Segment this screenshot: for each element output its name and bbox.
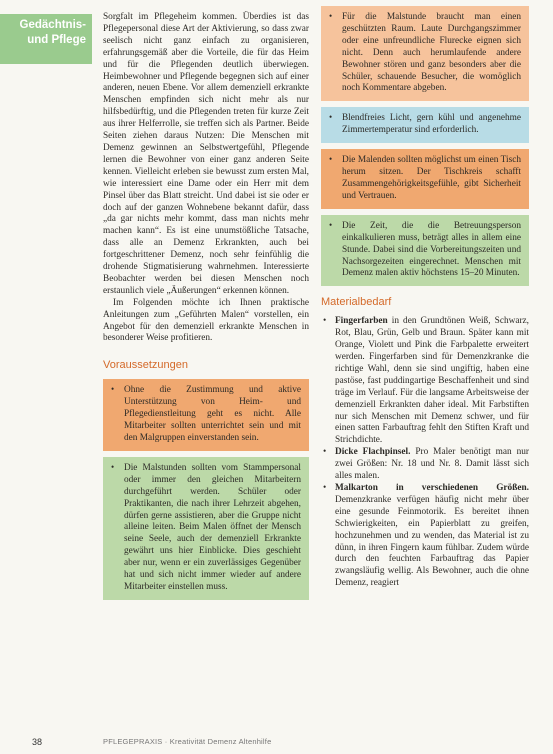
material-item-3: • Malkarton in verschiedenen Größen. Demenzkranke verfügen häufig nicht mehr über eine gesunde Feinmotorik. Es bereitet ihnen Schwierigkeiten, ein Papierblatt zu greifen, hochzunehmen und zu wenden, das Material ist zu dünn, in ihren Fingern kaum fühlbar. Zudem würde durch den feuchten Farbauftrag das Papier zwangsläufig wellig. Als Bewohner, auch die ohne Demenz, reagiert [323,483,529,589]
heading-materialbedarf: Materialbedarf [321,296,392,309]
bullet-icon: • [323,447,327,458]
section-tab-line2: und Pflege [27,34,86,46]
requirement-box-5: • Die Malenden sollten möglichst um einen Tisch herum sitzen. Der Tischkreis schafft Zusammengehörigkeitsgefühle, gibt Sicherheit und Vertrauen. [321,149,529,209]
requirement-box-6: • Die Zeit, die die Betreuungsperson einkalkulieren muss, beträgt alles in allem eine Stunde. Dabei sind die Vorbereitungszeiten und Nachsorgezeiten eingerechnet. Menschen mit Demenz malen aktiv höchstens 15–20 Minuten. [321,215,529,287]
page-number: 38 [32,737,43,747]
intro-paragraph: Sorgfalt im Pflegeheim kommen. Überdies ist das Pflegepersonal diese Art der Aktivierung, so dass zwar seelisch nicht ganz einfach zu organisieren, erfahrungsgemäß aber die Vorteile, die für das Heim und für die Pflegenden deutlich überwiegen. Heimbewohner und Pflegende begegnen sich auf einer anderen, neuen Ebene. Vor allem demenziell erkrankte Menschen empfinden sich nicht mehr als nur hilfsbedürftig, und die Pflegenden treten für kurze Zeit aus ihrer Helferrolle, sie treffen sich als Partner. Beide Seiten ziehen daraus Nutzen: Die Menschen mit Demenz gewinnen an Selbstwertgefühl, Pflegende lernen die Bewohner von einer ganz anderen Seite kennen. Vielleicht erleben sie bewusst zum ersten Mal, wie interessiert eine Dame oder ein Herr mit dem Pinsel über das Blatt streicht. Und dabei ist sie oder er doch auf der ganzen Wohnebene bekannt dafür, dass „da gar nichts mehr kommt, dass man nichts mehr machen kann“. Es ist eine unumstößliche Tatsache, dass alle an Demenz Erkrankten, auch bei fortgeschrittener Demenz, noch sehr feinfühlig die drohende Stigmatisierung wahrnehmen. Interessierte Beobachter werden bei diesen Menschen noch erstaunlich viele „Äußerungen“ erkennen können. Im Folgenden möchte ich Ihnen praktische Anleitungen zum „Geführten Malen“ vorstellen, ein Angebot für den demenziell erkrankte Menschen in besonderer Weise profitieren. [103,12,309,344]
left-column [103,12,309,600]
bullet-icon: • [111,384,115,395]
requirement-box-3: • Für die Malstunde braucht man einen geschützten Raum. Laute Durchgangszimmer oder eine unfreundliche Flurecke eignen sich nicht. Denn auch herumlaufende andere Bewohner stören und ganz besonders aber die Schüler, schauende Besucher, die womöglich noch Kommentare abgeben. [321,6,529,101]
heading-voraussetzungen: Voraussetzungen [103,359,189,372]
section-tab-line1: Gedächtnis- [19,19,86,31]
bullet-icon: • [329,112,333,123]
requirement-box-4: • Blendfreies Licht, gern kühl und angenehme Zimmertemperatur sind erforderlich. [321,107,529,143]
bullet-icon: • [111,461,115,472]
bullet-icon: • [329,154,333,165]
bullet-icon: • [329,219,333,230]
right-column [321,6,529,590]
section-tab [0,14,92,64]
material-item-2: • Dicke Flachpinsel. Pro Maler benötigt man nur zwei Größen: Nr. 18 und Nr. 8. Damit lässt sich alles malen. [323,447,529,482]
bullet-icon: • [323,483,327,493]
publication-name: PFLEGEPRAXIS · Kreativität Demenz Altenhilfe [103,737,272,746]
requirement-box-1: • Ohne die Zustimmung und aktive Unterstützung von Heim- und Pflegedienstleitung geht es nicht. Alle Mitarbeiter sollten unterrichtet sein und mit den Malgruppen einverstanden sein. [103,379,309,451]
bullet-icon: • [323,316,327,327]
second-paragraph: Im Folgenden möchte ich Ihnen praktische Anleitungen zum „Geführten Malen“ vorstellen, ein Angebot für den demenziell erkrankte Menschen in besonderer Weise profitieren. [103,297,309,344]
material-item-1: • Fingerfarben in den Grundtönen Weiß, Schwarz, Rot, Blau, Grün, Gelb und Braun. Später kann mit Orange, Violett und Pink die Farbpalette erweitert werden. Fingerfarben sind für Demenzkranke die richtige Wahl, denn sie sind ungiftig, haben eine pastöse, fast puddingartige Beschaffenheit und sind träge im Verlauf. Für die langsame Arbeitsweise der demenziell Erkrankten daher ideal. Mit Farbstiften nur sich Menschen mit Demenz schwer, und für einen satten Farbauftrag fehlt den Stiften Kraft und Strichdichte. [323,316,529,446]
bullet-icon: • [329,11,333,21]
requirement-box-2: • Die Malstunden sollten vom Stammpersonal oder immer den gleichen Mitarbeitern durchgeführt werden. Schüler oder Praktikanten, die nach ihrer Lehrzeit abgehen, dürfen gerne assistieren, aber die Gruppe nicht alleine leiten. Beim Malen öffnet der Mensch seine Seele, auch der demenziell Erkrankte gewährt uns hier Einblicke. Dies geschieht aber nur, wenn er ein zuverlässiges Gegenüber hat und sich nicht immer wieder auf andere Mitarbeiter einstellen muss. [103,457,309,600]
